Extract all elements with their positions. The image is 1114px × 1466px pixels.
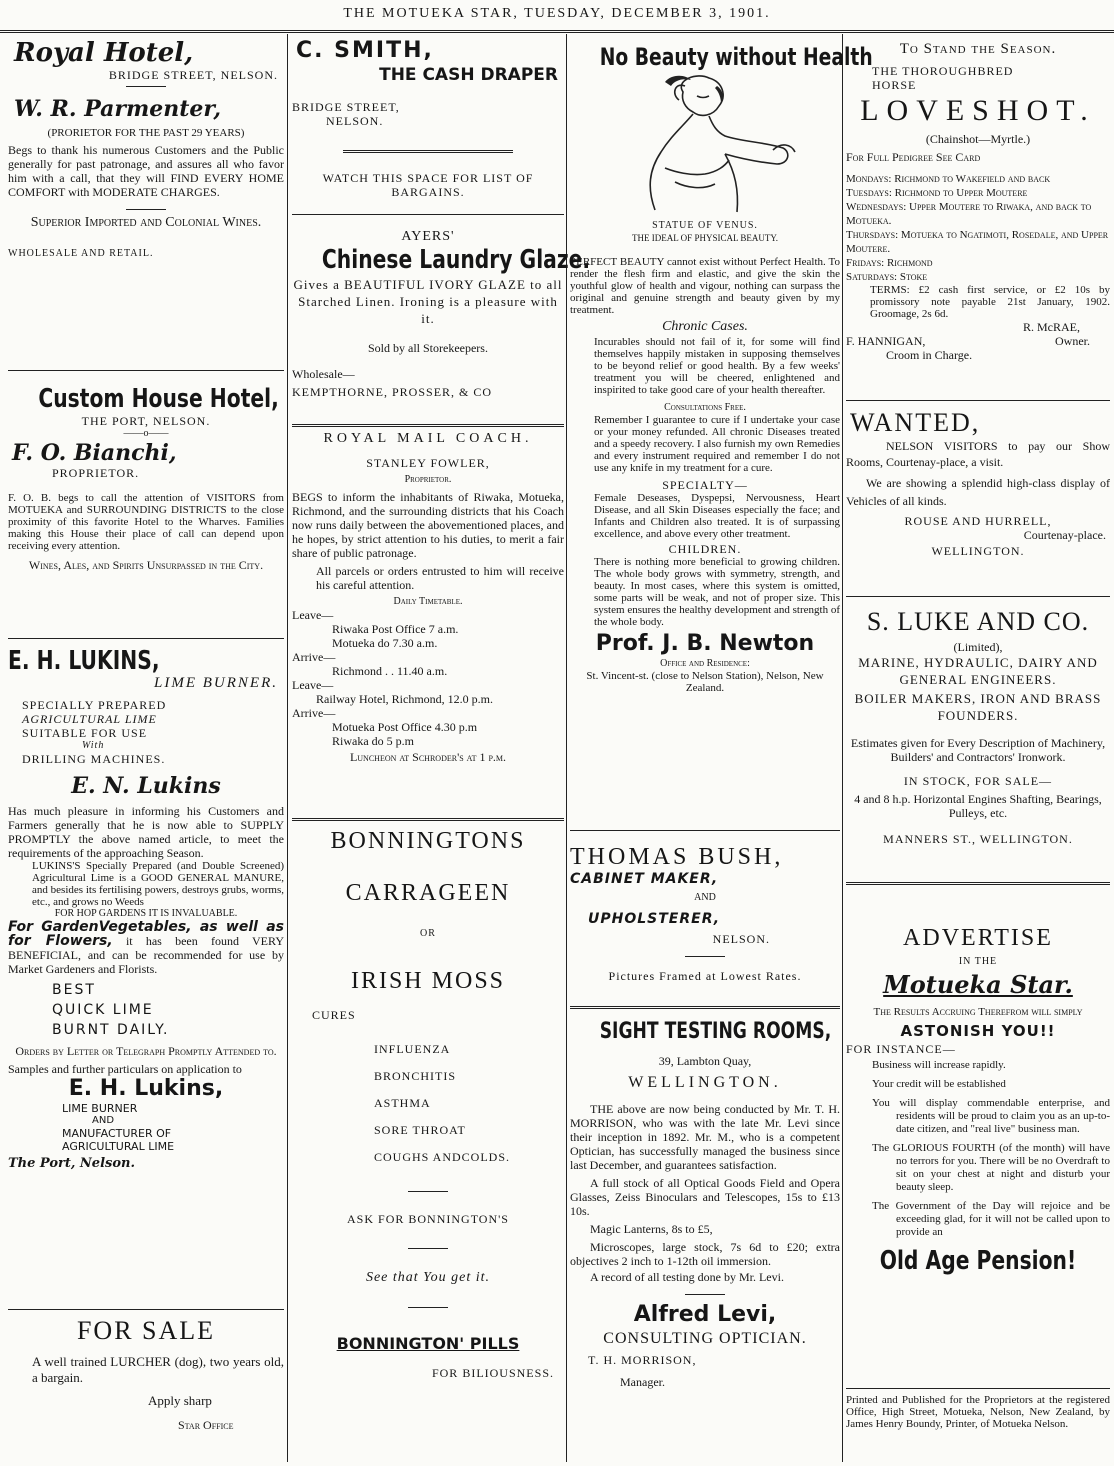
custom-house-proprietor-label: PROPRIETOR.	[52, 466, 140, 480]
bonningtons-see: See that You get it.	[365, 1270, 491, 1285]
advertise-astonish: ASTONISH YOU!!	[900, 1022, 1056, 1040]
lukins-name2: E. H. Lukins,	[68, 1076, 224, 1101]
custom-house-address: THE PORT, NELSON.	[81, 414, 211, 428]
specialty-body: Female Deseases, Dyspepsi, Nervousness, Heart Disease, and all Skin Diseases especially the face; and Infants and Children also treated. It is of surpassing excellence, and above every other treatment.	[594, 492, 840, 540]
statue-caption1: STATUE OF VENUS.	[652, 220, 758, 231]
glaze-sold: Sold by all Storekeepers.	[368, 341, 488, 355]
timetable-row: Leave—	[292, 608, 334, 622]
advertise-title: ADVERTISE	[903, 925, 1053, 951]
bush-and: AND	[694, 892, 716, 903]
advertise-list	[846, 1059, 1110, 1239]
consultations-body: Remember I guarantee to cure if I undertake your case or your money refunded. All chronic Diseases treated and a speedy recovery. I also furnish my own Remedies and every instrument required and remember I do not use any knife in my treatment for a cure.	[594, 414, 840, 474]
column-4	[846, 34, 1110, 1462]
schedule-row: Fridays: Richmond	[846, 257, 933, 269]
imprint-text: Printed and Published for the Proprietors at the registered Office, High Street, Motueka, Nelson, New Zealand, by James Henry Boundy, Printer, of Motueka Nelson.	[846, 1394, 1110, 1430]
stand-season: To Stand the Season.	[899, 41, 1057, 57]
bonningtons-biliousness: FOR BILIOUSNESS.	[431, 1366, 554, 1380]
lukins-body4a: For GardenVegetables, as well as for Flowers,	[8, 919, 284, 949]
column-1	[8, 34, 284, 1462]
wanted-rouse: ROUSE AND HURRELL,	[904, 514, 1052, 528]
lukins-ad	[8, 646, 284, 1171]
lukins-body4b: it has been found VERY BENEFICIAL, and can be recommended for use by Market Gardeners and Florists.	[8, 934, 285, 976]
beauty-title: No Beauty without Health	[599, 43, 873, 71]
timetable-row: Motueka Post Office 4.30 p.m	[332, 720, 478, 734]
wanted-body1: NELSON VISITORS to pay our Show Rooms, Courtenay-place, a visit.	[846, 439, 1110, 469]
luke-manners: MANNERS ST., WELLINGTON.	[883, 832, 1073, 846]
luke-limited: (Limited),	[953, 640, 1003, 654]
chronic-heading: Chronic Cases.	[662, 319, 748, 334]
smith-address2: NELSON.	[326, 114, 384, 128]
advertise-in-the: IN THE	[958, 956, 998, 967]
levi-subtitle: CONSULTING OPTICIAN.	[603, 1330, 807, 1347]
coach-title: ROYAL MAIL COACH.	[323, 431, 533, 446]
wanted-ad	[846, 408, 1110, 558]
luke-stock: IN STOCK, FOR SALE—	[903, 774, 1053, 788]
consultations-heading: Consultations Free.	[664, 402, 746, 413]
timetable-row: Railway Hotel, Richmond, 12.0 p.m.	[316, 692, 493, 706]
glaze-kempthorne: KEMPTHORNE, PROSSER, & CO	[292, 385, 493, 399]
lukins-best-block	[8, 980, 284, 1040]
lukins-best-line: BEST	[52, 982, 96, 998]
bonningtons-cure: SORE THROAT	[374, 1123, 466, 1137]
luke-title: S. LUKE AND CO.	[866, 607, 1090, 636]
wanted-title: WANTED,	[850, 408, 981, 437]
royal-hotel-proprietor: W. R. Parmenter,	[14, 96, 222, 122]
luke-engines: 4 and 8 h.p. Horizontal Engines Shafting, Bearings, Pulleys, etc.	[854, 792, 1102, 820]
timetable-row: Riwaka Post Office 7 a.m.	[332, 622, 459, 636]
lukins-spec-line: With	[82, 740, 105, 751]
lukins-spec-line: AGRICULTURAL LIME	[22, 712, 157, 726]
lukins-body1: Has much pleasure in informing his Customers and Farmers generally that he is now able to SUPPLY PROMPTLY the above named article, to meet the requirements of the approaching Season.	[8, 804, 284, 860]
royal-hotel-wholesale: WHOLESALE AND RETAIL.	[8, 248, 154, 259]
sight-body1: THE above are now being conducted by Mr. T. H. MORRISON, who was with the late Mr. Levi since their inception in 1892. Mr. M., who is a competent Optician, has successfully managed the business since last December, and guarantees satisfaction.	[570, 1102, 840, 1172]
beauty-body: PERFECT BEAUTY cannot exist without Perfect Health. To render the flesh firm and elastic, and give the skin the youthful glow of health and vigour, nothing can surpass the original and genuine strength and beauty given by my treatment.	[570, 256, 840, 316]
advertise-list-item: You will display commendable enterprise, and residents will be proud to claim you as an up-to-date citizen, and "real live" business man.	[872, 1097, 1110, 1135]
lukins-lime-line: AND	[92, 1115, 115, 1126]
for-sale-body: A well trained LURCHER (dog), two years old, a bargain.	[32, 1354, 284, 1385]
beauty-ad	[570, 42, 873, 694]
schedule-row: Saturdays: Stoke	[846, 271, 928, 283]
royal-hotel-body: Begs to thank his numerous Customers and the Public generally for past patronage, and assures all who favor him with a call, that they will FIND EVERY HOME COMFORT with MODERATE CHARGES.	[8, 143, 284, 199]
thomas-bush-ad	[570, 842, 840, 983]
levi-manager: Manager.	[620, 1375, 665, 1389]
loveshot-mcrae: R. McRAE,	[1023, 320, 1080, 334]
schedule-row: Thursdays: Motueka to Ngatimoti, Rosedale, and Upper Moutere.	[846, 229, 1109, 255]
custom-house-hotel-ad	[8, 384, 284, 572]
glaze-wholesale: Wholesale—	[292, 367, 355, 381]
chronic-body: Incurables should not fail of it, for some will find themselves happily mistaken in supposing themselves to be beyond relief or good health. By a few weeks' treatment you will be cheered, enlightened and inspirited to take good care of your health thereafter.	[594, 336, 840, 396]
children-body: There is nothing more beneficial to growing children. The whole body grows with symmetry, strength, and beauty. In most cases, where this system is omitted, some parts will be weak, and not of proper size. This system ensures the healthy development and strength of the whole body.	[594, 556, 840, 628]
loveshot-croom: Croom in Charge.	[886, 348, 973, 362]
levi-title: Alfred Levi,	[633, 1302, 777, 1327]
smith-title: C. SMITH,	[296, 38, 434, 63]
sight-title: SIGHT TESTING ROOMS,	[599, 1019, 832, 1044]
lukins-lime-line: LIME BURNER	[62, 1102, 138, 1115]
column-divider	[842, 34, 843, 1462]
coach-timetable: Daily Timetable.	[393, 596, 463, 607]
advertise-pension: Old Age Pension!	[879, 1246, 1077, 1276]
luke-ad	[846, 606, 1110, 846]
thoroughbred: THE THOROUGHBRED HORSE	[872, 64, 1014, 92]
newton-office: Office and Residence:	[660, 658, 750, 669]
bonningtons-cure: COUGHS ANDCOLDS.	[374, 1150, 511, 1164]
masthead: THE MOTUEKA STAR, TUESDAY, DECEMBER 3, 1901.	[0, 0, 1114, 33]
coach-luncheon: Luncheon at Schroder's at 1 p.m.	[349, 750, 507, 764]
loveshot-pedigree-names: (Chainshot—Myrtle.)	[925, 132, 1031, 146]
sight-body3: Magic Lanterns, 8s to £5,	[590, 1222, 713, 1236]
loveshot-pedigree: For Full Pedigree See Card	[846, 150, 981, 164]
smith-watch: WATCH THIS SPACE FOR LIST OF BARGAINS.	[322, 171, 534, 199]
bush-nelson: NELSON.	[712, 932, 770, 946]
bush-pictures: Pictures Framed at Lowest Rates.	[608, 969, 802, 983]
ayers-ad	[292, 229, 591, 399]
advertise-ad	[846, 924, 1110, 1277]
advertise-list-item: Your credit will be established	[872, 1078, 1006, 1090]
advertise-for-instance: FOR INSTANCE—	[846, 1042, 956, 1056]
sight-body5: A record of all testing done by Mr. Levi.	[590, 1270, 784, 1284]
sight-address: 39, Lambton Quay,	[658, 1054, 752, 1068]
custom-house-divider: ——o——	[123, 428, 169, 439]
timetable-row: Arrive—	[292, 650, 336, 664]
statue-caption2: THE IDEAL OF PHYSICAL BEAUTY.	[632, 233, 778, 243]
bonningtons-title: BONNINGTONS	[330, 828, 526, 854]
bonningtons-cures: CURES	[312, 1008, 356, 1022]
lukins-spec-line: DRILLING MACHINES.	[22, 752, 166, 766]
coach-parcels: All parcels or orders entrusted to him will receive his careful attention.	[316, 564, 564, 592]
lukins-lime-line: MANUFACTURER OF	[62, 1127, 172, 1140]
lukins-lime-line: AGRICULTURAL LIME	[62, 1140, 175, 1153]
royal-mail-coach-ad	[292, 432, 564, 764]
luke-estimates: Estimates given for Every Description of Machinery, Builders' and Contractors' Ironwork.	[850, 736, 1106, 764]
advertise-star: Motueka Star.	[883, 970, 1073, 999]
wanted-wellington: WELLINGTON.	[931, 544, 1025, 558]
coach-proprietor: Proprietor.	[404, 474, 452, 485]
advertise-list-item: Business will increase rapidly.	[872, 1059, 1006, 1071]
printed-imprint	[846, 1394, 1110, 1430]
loveshot-title: LOVESHOT.	[860, 94, 1096, 127]
schedule-row: Mondays: Richmond to Wakefield and back	[846, 173, 1051, 185]
advertise-list-item: The Government of the Day will rejoice and be exceeding glad, for it will not be called upon to provide an	[872, 1200, 1110, 1238]
loveshot-hannigan: F. HANNIGAN,	[846, 334, 926, 348]
wanted-body2: We are showing a splendid high-class display of Vehicles of all kinds.	[846, 476, 1110, 508]
levi-morrison: T. H. MORRISON,	[588, 1353, 697, 1367]
lukins-spec-line: SUITABLE FOR USE	[22, 726, 148, 740]
lukins-samples: Samples and further particulars on application to	[8, 1062, 242, 1076]
lukins-orders: Orders by Letter or Telegraph Promptly Attended to.	[15, 1044, 277, 1058]
timetable-row: Leave—	[292, 678, 334, 692]
newton-address: St. Vincent-st. (close to Nelson Station), Nelson, New Zealand.	[586, 670, 824, 694]
specialty-heading: SPECIALTY—	[662, 478, 748, 492]
column-2	[292, 34, 591, 1462]
bonningtons-cures-list	[292, 1036, 564, 1171]
column-divider	[287, 34, 288, 1462]
column-3	[570, 34, 873, 1462]
bonningtons-cure: ASTHMA	[374, 1096, 431, 1110]
custom-house-wines: Wines, Ales, and Spirits Unsurpassed in the City.	[28, 558, 264, 572]
bonningtons-ask: ASK FOR BONNINGTON'S	[347, 1212, 509, 1226]
bonningtons-carrageen: CARRAGEEN	[345, 880, 511, 906]
for-sale-office: Star Office	[178, 1418, 234, 1432]
children-heading: CHILDREN.	[668, 542, 742, 556]
smith-subtitle: THE CASH DRAPER	[379, 65, 558, 85]
lukins-best-line: QUICK LIME	[52, 1002, 154, 1018]
loveshot-schedule	[846, 172, 1110, 284]
advertise-list-item: The GLORIOUS FOURTH (of the month) will have no terrors for you. There will be no Overdraft to sit on your chest at night and disturb your beauty sleep.	[872, 1142, 1110, 1193]
bonningtons-pills: BONNINGTON' PILLS	[336, 1334, 520, 1353]
sight-city: WELLINGTON.	[628, 1074, 782, 1091]
lukins-subtitle: LIME BURNER.	[154, 675, 278, 691]
bush-upholsterer: UPHOLSTERER,	[588, 911, 721, 927]
timetable-row: Motueka do 7.30 a.m.	[332, 636, 438, 650]
custom-house-title: Custom House Hotel,	[38, 384, 279, 414]
chinese-glaze-title: Chinese Laundry Glaze.	[321, 245, 591, 275]
royal-hotel-proprietor-years: (PRORIETOR FOR THE PAST 29 YEARS)	[47, 127, 245, 139]
loveshot-ad	[846, 42, 1110, 362]
custom-house-proprietor: F. O. Bianchi,	[12, 440, 177, 466]
lukins-specially	[8, 698, 284, 766]
bonningtons-ad	[292, 826, 564, 1380]
royal-hotel-address: BRIDGE STREET, NELSON.	[108, 68, 278, 82]
lukins-port: The Port, Nelson.	[8, 1156, 135, 1171]
luke-marine: MARINE, HYDRAULIC, DAIRY AND GENERAL ENGINEERS.	[858, 655, 1098, 687]
timetable-row: Riwaka do 5 p.m	[332, 734, 414, 748]
sight-testing-ad	[570, 1018, 840, 1389]
smith-ad	[292, 38, 564, 199]
advertise-results: The Results Accruing Therefrom will simply	[873, 1006, 1083, 1018]
royal-hotel-title: Royal Hotel,	[14, 38, 194, 68]
for-sale-ad	[8, 1316, 284, 1432]
coach-name: STANLEY FOWLER,	[366, 456, 490, 470]
venus-statue-illustration	[605, 72, 805, 220]
loveshot-owner: Owner.	[1055, 334, 1090, 348]
bush-cabinet: CABINET MAKER,	[570, 871, 719, 887]
bonningtons-cure: BRONCHITIS	[374, 1069, 457, 1083]
for-sale-apply: Apply sharp	[148, 1393, 212, 1408]
timetable-row: Arrive—	[292, 706, 336, 720]
newton-name: Prof. J. B. Newton	[595, 631, 815, 656]
schedule-row: Wednesdays: Upper Moutere to Riwaka, and back to Motueka.	[846, 201, 1092, 227]
bonningtons-or: OR	[420, 928, 436, 939]
wanted-courtenay: Courtenay-place.	[1023, 528, 1106, 542]
luke-boiler: BOILER MAKERS, IRON AND BRASS FOUNDERS.	[854, 691, 1102, 723]
lukins-best-line: BURNT DAILY.	[52, 1022, 170, 1038]
glaze-body: Gives a BEAUTIFUL IVORY GLAZE to all Starched Linen. Ironing is a pleasure with it.	[293, 277, 563, 326]
coach-body: BEGS to inform the inhabitants of Riwaka, Motueka, Richmond, and the surrounding districts that his Coach now runs daily between the abovementioned places, and he hopes, by strict attention to his duties, to merit a fair share of public patronage.	[292, 490, 564, 560]
loveshot-terms: TERMS: £2 cash first service, or £2 10s by promissory note payable 21st January, 1902. Groomage, 2s 6d.	[870, 284, 1110, 320]
custom-house-body: F. O. B. begs to call the attention of VISITORS from MOTUEKA and SURROUNDING DISTRICTS to the close proximity of this favorite Hotel to the Wharves. Families making this House their place of call can depend upon receiving every attention.	[8, 492, 284, 552]
ayers-label: AYERS'	[401, 229, 455, 244]
schedule-row: Tuesdays: Richmond to Upper Moutere	[846, 187, 1028, 199]
lukins-spec-line: SPECIALLY PREPARED	[22, 698, 167, 712]
smith-address1: BRIDGE STREET,	[292, 100, 400, 114]
sight-body2: A full stock of all Optical Goods Field and Opera Glasses, Zeiss Binoculars and Telescopes, 15s to £13 10s.	[570, 1176, 840, 1218]
lukins-title: E. H. LUKINS,	[8, 646, 160, 676]
lukins-signature: E. N. Lukins	[71, 773, 221, 799]
for-sale-title: FOR SALE	[76, 1316, 216, 1345]
bush-title: THOMAS BUSH,	[570, 844, 784, 870]
bonningtons-irish-moss: IRISH MOSS	[350, 968, 506, 994]
royal-hotel-wines: Superior Imported and Colonial Wines.	[30, 215, 262, 230]
timetable	[292, 608, 564, 748]
sight-body4: Microscopes, large stock, 7s 6d to £20; extra objectives 2 inch to 1-12th oil immersion.	[570, 1240, 840, 1268]
lukins-body3: FOR HOP GARDENS IT IS INVALUABLE.	[54, 908, 238, 919]
timetable-row: Richmond . . 11.40 a.m.	[332, 664, 448, 678]
lukins-body2: LUKINS'S Specially Prepared (and Double Screened) Agricultural Lime is a GOOD GENERAL MANURE, and besides its fertilising powers, destroys grubs, worms, etc., and grows no Weeds	[32, 860, 284, 908]
bonningtons-cure: INFLUENZA	[374, 1042, 451, 1056]
lukins-lime-block	[8, 1102, 284, 1153]
royal-hotel-ad	[8, 38, 284, 260]
